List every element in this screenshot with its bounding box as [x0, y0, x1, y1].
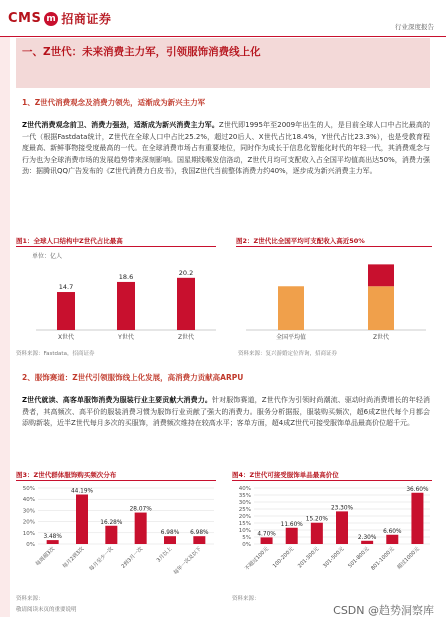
- fig4-tick-label: 超过1000元: [396, 546, 421, 571]
- fig2-bar-segment: [368, 286, 394, 330]
- fig3-bar-label: 6.98%: [190, 530, 209, 537]
- fig3-rule: [16, 480, 216, 481]
- fig3-tick-label: 每周超3次: [34, 546, 57, 568]
- fig4-bar-label: 23.30%: [330, 505, 354, 512]
- fig1-rule: [16, 246, 216, 247]
- fig3-bar: [105, 526, 117, 544]
- fig3-bar: [135, 513, 147, 544]
- logo-mark-icon: m: [44, 12, 58, 26]
- fig3-y-tick: 30%: [22, 508, 35, 515]
- fig3-bar: [76, 495, 88, 544]
- watermark: CSDN @趋势洞察库: [333, 604, 434, 617]
- subheading-2: 2、服饰赛道：Z世代引领服饰线上化发展，高消费力贡献高ARPU: [22, 373, 244, 382]
- paragraph-1: [22, 120, 430, 178]
- fig4-bar: [336, 511, 348, 544]
- fig4-bar: [386, 535, 398, 544]
- fig3-chart: [16, 482, 221, 594]
- fig1-bar-label: 18.6: [118, 272, 134, 281]
- fig4-title: 图4：Z世代可接受服饰单品最高价位: [232, 471, 339, 479]
- fig2-bar-segment: [368, 264, 394, 286]
- fig3-bar-label: 16.28%: [100, 519, 123, 526]
- fig3-bar: [193, 536, 205, 544]
- fig4-rule: [232, 480, 432, 481]
- fig2-tick-label: 全国平均值: [275, 334, 307, 341]
- fig4-chart: [232, 482, 437, 594]
- fig3-title: 图3：Z世代群体服饰购买频次分布: [16, 471, 117, 479]
- fig4-bar: [261, 537, 273, 544]
- fig1-title: 图1：全球人口结构中Z世代占比最高: [16, 237, 123, 245]
- fig4-tick-label: 801-1000元: [370, 546, 396, 572]
- fig1-unit-label: 单位：亿人: [32, 253, 63, 260]
- fig4-bar: [361, 541, 373, 544]
- fig3-tick-label: 3月以上: [155, 546, 174, 564]
- fig2-rule: [236, 246, 432, 247]
- fig4-tick-label: 不超过100元: [244, 546, 270, 573]
- fig4-bar-label: 15.20%: [305, 516, 328, 523]
- header-divider: [0, 36, 446, 37]
- fig4-tick-label: 501-800元: [347, 546, 371, 570]
- fig1-bar-label: 20.2: [178, 268, 194, 277]
- fig4-y-tick: 40%: [238, 486, 251, 492]
- fig1-source: 资料来源：Fastdata，招商证券: [16, 351, 95, 357]
- fig4-bar-label: 6.60%: [383, 528, 402, 535]
- fig4-bar-label: 36.60%: [406, 486, 429, 493]
- fig2-bar-segment: [278, 286, 304, 330]
- fig3-source: 资料来源：: [16, 596, 44, 602]
- fig2-tick-label: Z世代: [372, 334, 390, 341]
- fig4-bar: [411, 493, 423, 544]
- fig4-y-tick: 20%: [238, 514, 251, 520]
- fig3-bar-label: 28.07%: [129, 506, 152, 513]
- fig3-y-tick: 40%: [22, 497, 35, 504]
- fig4-y-tick: 10%: [238, 528, 251, 534]
- fig4-y-tick: 15%: [238, 521, 251, 527]
- logo-en: CMS: [8, 11, 42, 26]
- fig4-tick-label: 301-500元: [322, 546, 346, 570]
- fig3-y-tick: 10%: [22, 530, 35, 537]
- fig4-bar-label: 11.60%: [280, 521, 303, 528]
- fig3-tick-label: 每年一次及以下: [172, 546, 203, 577]
- fig4-tick-label: 100-200元: [271, 546, 296, 570]
- fig1-tick-label: X世代: [57, 334, 75, 341]
- paragraph-1-lead: Z世代消费观念前卫、消费力强劲，适渐成为新兴消费主力军。: [22, 121, 219, 129]
- brand-logo: [8, 10, 111, 27]
- left-sidebar-band: [0, 37, 10, 617]
- subheading-1: 1、Z世代消费观念及消费力领先，适渐成为新兴主力军: [22, 98, 206, 107]
- fig4-tick-label: 201-300元: [297, 546, 321, 570]
- fig4-source: 资料来源：: [232, 596, 260, 602]
- fig2-chart: [236, 248, 432, 348]
- fig4-y-tick: 25%: [238, 507, 251, 513]
- section-title: 一、Z世代：未来消费主力军，引领服饰消费线上化: [22, 46, 261, 58]
- fig3-tick-label: 2到3月一次: [120, 546, 145, 570]
- fig4-y-tick: 0%: [242, 542, 251, 548]
- fig3-y-tick: 0%: [26, 542, 35, 548]
- fig4-bar: [311, 523, 323, 544]
- fig3-y-tick: 50%: [22, 486, 35, 492]
- fig3-tick-label: 每月2到3次: [61, 546, 86, 570]
- fig4-bar-label: 4.70%: [257, 531, 276, 538]
- fig1-bar: [177, 278, 195, 330]
- fig4-y-tick: 30%: [238, 500, 251, 506]
- fig3-tick-label: 每月至少一次: [88, 546, 115, 573]
- fig3-bar: [164, 536, 176, 544]
- paragraph-2: [22, 395, 430, 430]
- fig3-bar-label: 44.19%: [70, 488, 94, 495]
- fig1-tick-label: Z世代: [177, 334, 195, 341]
- fig3-bar-label: 6.98%: [160, 530, 180, 537]
- fig4-y-tick: 5%: [242, 535, 251, 541]
- fig2-title: 图2：Z世代比全国平均可支配收入高近50%: [236, 237, 365, 245]
- fig1-bar: [57, 292, 75, 330]
- fig1-bar-label: 14.7: [58, 283, 74, 292]
- paragraph-2-body: 针对服饰赛道，Z世代作为引领时尚潮流、驱动时尚消费增长的年轻消费者，其高频次、高平价的服装消费习惯为服饰行业贡献了强大的消费力。服务分析据报，服装购买频次，超6成Z世代每个月都会添购新装，近半Z世代每月多次的买服饰，消费频次维持在较高水平；客单方面，超4成Z世代可接受服饰单品最高价位超千元。: [22, 396, 431, 428]
- fig4-bar: [286, 528, 298, 544]
- paragraph-1-body: Z世代即1995年至2009年出生的人，是目前全球人口中占比最高的一代（根据Fastdata统计，Z世代在全球人口中占比25.2%，超过20后人、X世代占比18.4%，Y世代占比23.3%），也是受教育程度最高、新鲜事物接受度最高的一代。在全球消费市场占有重要地位，同时作为成长于信息化智能化时代的年轻一代，其消费观念与行为也为全球消费市场的发展趋势带来深刻影响。国星期线喉发信洛动，Z世代月均可支配收入占全国平均值高出达50%，消费力强劲：据腾讯QQ广告发布的《Z世代消费力白皮书》，我国Z世代当前整体消费力约40%，逐步成为新兴消费主力军。: [22, 121, 430, 176]
- fig1-bar: [117, 282, 135, 330]
- paragraph-2-lead: Z世代就读、高客单服饰消费为服装行业主要贡献大消费力。: [22, 396, 212, 404]
- fig3-bar: [47, 540, 59, 544]
- fig3-bar-label: 3.48%: [43, 534, 62, 541]
- report-type: 行业深度报告: [395, 23, 434, 31]
- fig1-tick-label: Y世代: [118, 334, 134, 341]
- fig1-chart: [16, 248, 221, 348]
- logo-cn: 招商证券: [61, 12, 112, 26]
- fig3-y-tick: 20%: [22, 519, 35, 526]
- fig4-bar-label: 2.30%: [357, 534, 377, 541]
- fig4-y-tick: 35%: [238, 493, 251, 499]
- fig2-source: 资料来源：复兴游婚定位咨询，招商证券: [238, 351, 338, 357]
- footer-note: 敬请阅读末页的重要说明: [16, 607, 77, 613]
